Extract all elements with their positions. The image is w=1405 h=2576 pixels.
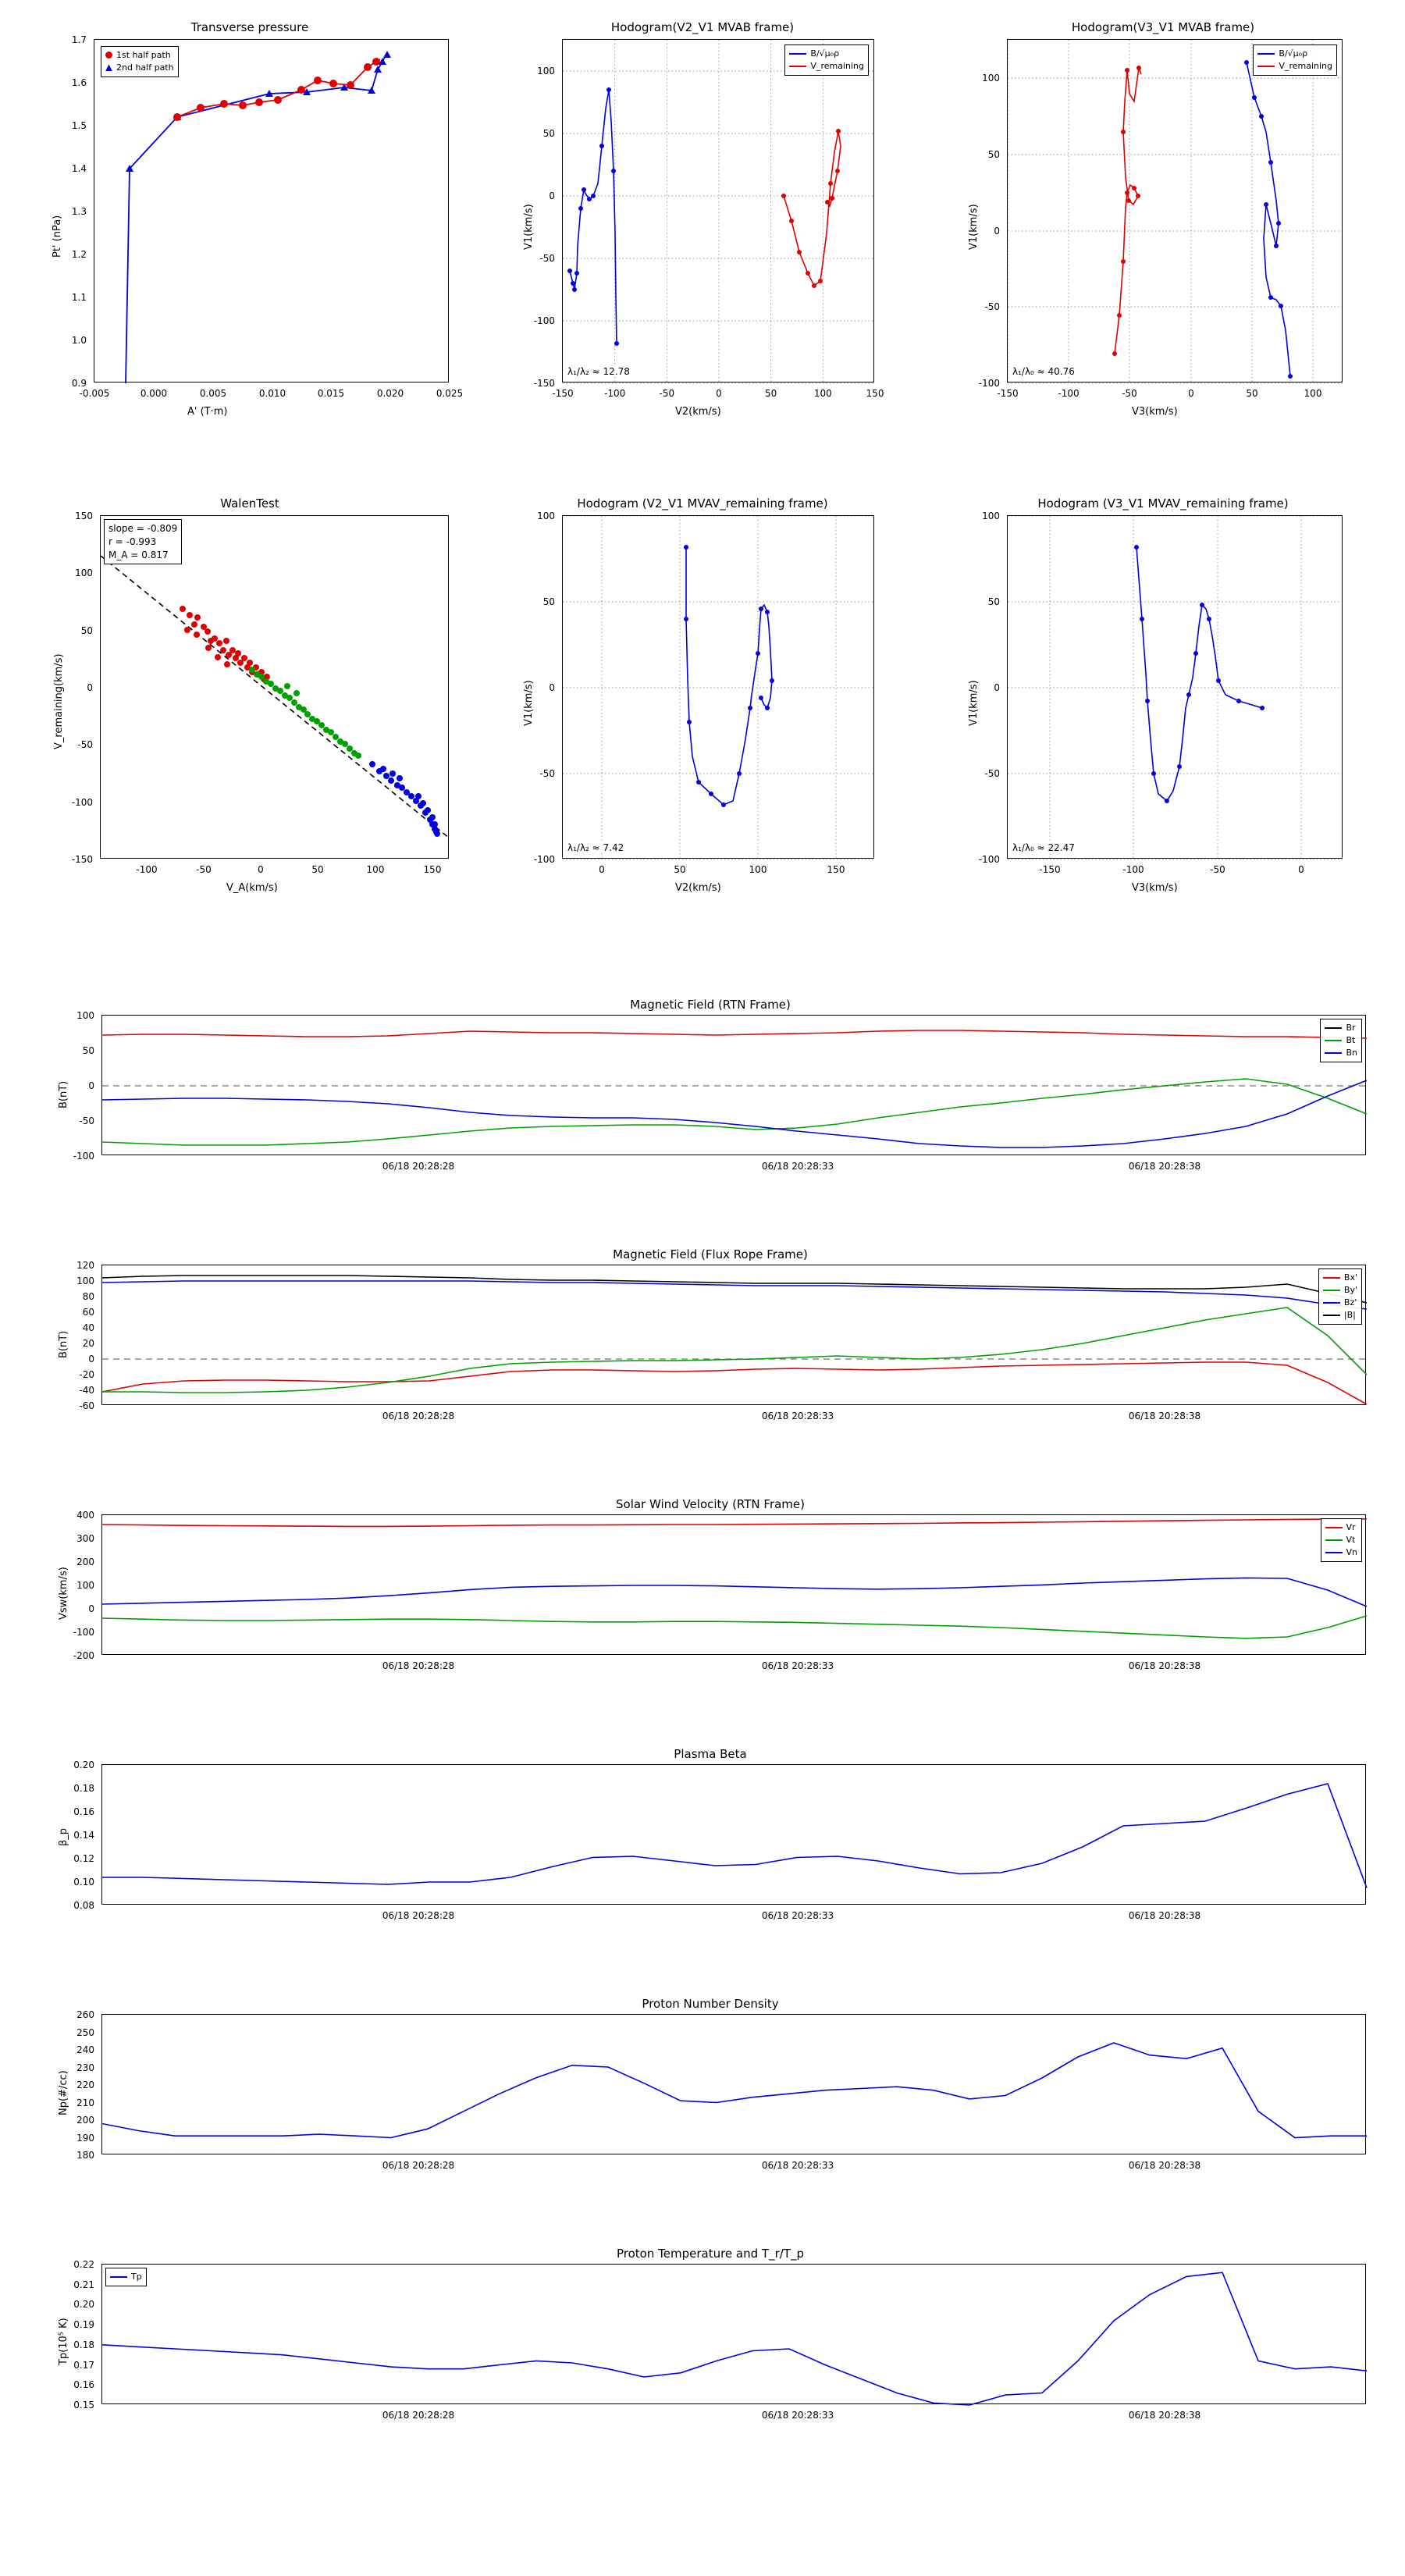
plot-area <box>73 1010 1366 1172</box>
legend-label: Bn <box>1346 1047 1357 1058</box>
plot-area <box>533 511 874 875</box>
y-tick: 100 <box>982 73 1000 84</box>
y-tick: -50 <box>539 768 555 779</box>
eigenvalue-ratio-annotation: λ₁/λ₂ ≈ 7.42 <box>567 842 624 853</box>
y-tick: 40 <box>82 1322 94 1333</box>
y-axis-label: V1(km/s) <box>968 204 980 250</box>
legend-item <box>1257 60 1332 73</box>
y-tick: -60 <box>79 1400 94 1411</box>
y-tick: -100 <box>71 797 93 808</box>
chart-title: Hodogram (V2_V1 MVAV_remaining frame) <box>577 496 828 511</box>
plot-area <box>73 2259 1366 2421</box>
x-tick: 150 <box>423 864 442 875</box>
legend-label: By' <box>1343 1284 1357 1295</box>
y-axis-label: β_p <box>58 1827 69 1846</box>
line-swatch-icon <box>1323 1277 1340 1279</box>
plot-area <box>76 1260 1366 1421</box>
plot-lines <box>102 1765 1367 1905</box>
plot-lines <box>1008 516 1343 859</box>
y-axis-label: B(nT) <box>58 1330 69 1358</box>
y-tick: 150 <box>75 511 93 521</box>
x-tick: 50 <box>311 864 324 875</box>
legend-item <box>1323 1284 1357 1297</box>
line-swatch-icon <box>110 2276 127 2278</box>
x-tick: -100 <box>1058 388 1080 399</box>
y-tick: 100 <box>537 66 555 76</box>
legend-label: Bx' <box>1343 1272 1357 1283</box>
legend-item <box>1325 1546 1358 1559</box>
y-axis-label: V_remaining(km/s) <box>53 653 65 749</box>
x-tick: 150 <box>866 388 884 399</box>
x-tick: 0 <box>258 864 264 875</box>
x-axis-label: V_A(km/s) <box>226 882 278 894</box>
x-axis-label: V2(km/s) <box>675 406 721 418</box>
chart-title: WalenTest <box>220 496 279 511</box>
y-tick: -20 <box>79 1369 94 1380</box>
legend-item <box>1323 1297 1357 1309</box>
plot-lines <box>102 2015 1367 2155</box>
x-tick: 50 <box>1246 388 1258 399</box>
y-tick: 50 <box>987 596 1000 607</box>
y-axis-label: Tp(10⁵ K) <box>58 2318 69 2365</box>
y-tick: 80 <box>82 1291 94 1302</box>
y-tick: -40 <box>79 1385 94 1396</box>
x-tick: -50 <box>1122 388 1137 399</box>
panel-hodogram-v3v1-mvab <box>960 20 1366 422</box>
y-tick: 0 <box>549 190 555 201</box>
plot-area <box>978 511 1343 875</box>
x-tick: 06/18 20:28:38 <box>1128 2160 1201 2171</box>
panel-solar-wind-velocity <box>47 1497 1374 1682</box>
legend-label: Vn <box>1346 1546 1357 1557</box>
y-tick: 0 <box>88 1354 94 1364</box>
y-axis-label: Np(#/cc) <box>58 2070 69 2115</box>
y-tick: 0 <box>994 226 1000 237</box>
y-tick: 0.10 <box>73 1877 94 1888</box>
y-tick: 50 <box>987 149 1000 160</box>
x-tick: -100 <box>136 864 158 875</box>
legend-label: Bz' <box>1343 1297 1357 1308</box>
y-tick: 50 <box>542 128 555 139</box>
line-swatch-icon <box>1325 1539 1343 1541</box>
x-tick: 150 <box>827 864 845 875</box>
y-tick: -150 <box>71 854 93 865</box>
y-tick: 100 <box>982 511 1000 521</box>
line-swatch-icon <box>1257 66 1275 67</box>
y-tick: 0.16 <box>73 1806 94 1817</box>
legend <box>1320 1019 1362 1062</box>
y-tick: -50 <box>539 253 555 264</box>
y-tick: 250 <box>76 2026 94 2038</box>
chart-title: Hodogram(V2_V1 MVAB frame) <box>610 20 795 34</box>
panel-hodogram-v2v1-mvab <box>515 20 890 422</box>
x-axis-label: V3(km/s) <box>1132 882 1178 894</box>
plot-area <box>73 1510 1366 1671</box>
line-swatch-icon <box>1323 1315 1340 1316</box>
x-tick: 0.025 <box>436 388 464 399</box>
y-tick: 180 <box>76 2150 94 2161</box>
y-axis-label: B(nT) <box>58 1080 69 1108</box>
line-swatch-icon <box>1323 1290 1340 1291</box>
plot-area <box>978 39 1343 399</box>
y-tick: 50 <box>542 596 555 607</box>
x-tick: -150 <box>552 388 574 399</box>
x-tick: 50 <box>765 388 777 399</box>
legend-item <box>110 2271 142 2283</box>
x-tick: 06/18 20:28:28 <box>382 1910 455 1921</box>
x-tick: 0.010 <box>258 388 286 399</box>
legend-label: Bt <box>1346 1034 1356 1045</box>
x-tick: 100 <box>749 864 767 875</box>
y-tick: 1.2 <box>71 249 87 260</box>
legend-label: 2nd half path <box>116 62 174 73</box>
y-tick: 200 <box>76 2115 94 2126</box>
chart-title: Solar Wind Velocity (RTN Frame) <box>616 1497 805 1511</box>
x-tick: 06/18 20:28:38 <box>1128 1411 1201 1421</box>
line-swatch-icon <box>1325 1527 1343 1528</box>
plot-area <box>76 2009 1366 2171</box>
plot-lines <box>563 516 875 859</box>
x-tick: -0.005 <box>79 388 110 399</box>
x-tick: -50 <box>1210 864 1225 875</box>
y-tick: 0 <box>88 1080 94 1091</box>
panel-transverse-pressure <box>47 20 464 422</box>
panel-plasma-beta <box>47 1747 1374 1932</box>
y-tick: -150 <box>533 378 555 389</box>
legend <box>1318 1268 1362 1325</box>
legend-label: Vt <box>1346 1534 1356 1545</box>
legend-label: Vr <box>1346 1522 1356 1532</box>
circle-marker-icon <box>105 52 112 59</box>
x-tick: 100 <box>1304 388 1322 399</box>
chart-title: Plasma Beta <box>674 1747 747 1761</box>
y-tick: 0.9 <box>71 378 87 389</box>
chart-title: Magnetic Field (RTN Frame) <box>630 998 791 1012</box>
chart-title: Transverse pressure <box>190 20 309 34</box>
plot-points <box>101 516 450 859</box>
eigenvalue-ratio-annotation: λ₁/λ₀ ≈ 40.76 <box>1012 366 1075 377</box>
x-tick: 06/18 20:28:38 <box>1128 1161 1201 1172</box>
y-tick: 0.14 <box>73 1830 94 1841</box>
panel-walen-test <box>47 496 453 898</box>
plot-lines <box>563 40 875 383</box>
y-tick: 0.12 <box>73 1853 94 1864</box>
alfven-mach-value: M_A = 0.817 <box>108 549 169 560</box>
y-tick: 1.4 <box>71 163 87 174</box>
legend-label: V_remaining <box>1279 60 1332 71</box>
x-tick: 06/18 20:28:33 <box>761 2160 834 2171</box>
legend-label: V_remaining <box>810 60 864 71</box>
y-tick: 0.20 <box>73 2299 94 2311</box>
y-axis-label: Pt' (nPa) <box>52 215 63 258</box>
legend-item <box>1325 1534 1358 1546</box>
x-tick: 06/18 20:28:33 <box>761 2410 834 2421</box>
x-tick: -50 <box>659 388 675 399</box>
legend-item <box>1257 48 1332 60</box>
x-tick: 0 <box>1298 864 1304 875</box>
legend-item <box>789 60 864 73</box>
panel-hodogram-v2v1-mvav <box>515 496 890 898</box>
x-tick: 06/18 20:28:33 <box>761 1910 834 1921</box>
chart-title: Proton Temperature and T_r/T_p <box>617 2247 804 2261</box>
legend-item <box>105 62 174 74</box>
x-tick: -100 <box>1122 864 1144 875</box>
legend-item <box>1323 1309 1357 1322</box>
y-tick: 20 <box>82 1338 94 1349</box>
y-axis-label: V1(km/s) <box>968 680 980 726</box>
y-tick: 0.18 <box>73 2339 94 2350</box>
y-tick: 230 <box>76 2062 94 2073</box>
y-tick: -100 <box>978 854 1000 865</box>
x-tick: -150 <box>997 388 1019 399</box>
line-swatch-icon <box>1257 53 1275 55</box>
y-tick: 210 <box>76 2097 94 2108</box>
legend-item <box>1323 1272 1357 1284</box>
plot-lines <box>102 1265 1367 1406</box>
legend-item <box>105 49 174 62</box>
y-tick: 300 <box>76 1533 94 1544</box>
y-tick: 50 <box>80 625 93 636</box>
x-tick: 0.005 <box>199 388 227 399</box>
y-tick: -100 <box>533 315 555 326</box>
x-tick: 06/18 20:28:33 <box>761 1161 834 1172</box>
x-tick: 06/18 20:28:38 <box>1128 1660 1201 1671</box>
y-tick: 1.7 <box>71 34 87 45</box>
y-tick: 1.1 <box>71 292 87 303</box>
plot-lines <box>102 1515 1367 1656</box>
line-swatch-icon <box>1325 1052 1342 1054</box>
x-tick: 0.015 <box>317 388 345 399</box>
legend-label: B/√μ₀ρ <box>1279 48 1308 59</box>
x-tick: 06/18 20:28:38 <box>1128 2410 1201 2421</box>
panel-magnetic-field-fluxrope <box>47 1247 1374 1432</box>
correlation-value: r = -0.993 <box>108 535 157 547</box>
y-tick: 100 <box>76 1276 94 1286</box>
y-tick: 200 <box>76 1557 94 1567</box>
x-tick: 06/18 20:28:28 <box>382 2160 455 2171</box>
y-tick: 1.0 <box>71 335 87 346</box>
line-swatch-icon <box>1325 1027 1342 1029</box>
legend <box>1321 1518 1363 1562</box>
y-tick: -100 <box>978 378 1000 389</box>
y-tick: -50 <box>984 768 1000 779</box>
y-tick: 0.20 <box>73 1759 94 1770</box>
x-axis-label: V2(km/s) <box>675 882 721 894</box>
line-swatch-icon <box>789 53 806 55</box>
y-tick: 0 <box>994 682 1000 693</box>
x-tick: 0.000 <box>140 388 168 399</box>
x-tick: 100 <box>813 388 832 399</box>
x-tick: 0 <box>599 864 605 875</box>
y-tick: 0.22 <box>73 2259 94 2270</box>
y-tick: 100 <box>537 511 555 521</box>
y-tick: 0.16 <box>73 2379 94 2391</box>
y-tick: 0.15 <box>73 2400 94 2411</box>
y-tick: 400 <box>76 1510 94 1521</box>
y-tick: 0.18 <box>73 1783 94 1794</box>
line-swatch-icon <box>789 66 806 67</box>
line-swatch-icon <box>1325 1040 1342 1041</box>
x-axis-label: V3(km/s) <box>1132 406 1178 418</box>
x-axis-label: A' (T·m) <box>187 406 228 418</box>
y-tick: 240 <box>76 2044 94 2055</box>
line-swatch-icon <box>1325 1552 1343 1553</box>
y-tick: -50 <box>984 301 1000 312</box>
x-tick: 06/18 20:28:28 <box>382 2410 455 2421</box>
y-tick: -100 <box>73 1151 94 1162</box>
plot-area <box>73 1759 1366 1921</box>
y-tick: 100 <box>76 1580 94 1591</box>
legend-label: 1st half path <box>116 50 171 60</box>
y-tick: -100 <box>533 854 555 865</box>
chart-title: Hodogram(V3_V1 MVAB frame) <box>1071 20 1255 34</box>
plot-lines <box>102 2265 1367 2405</box>
x-tick: 06/18 20:28:33 <box>761 1660 834 1671</box>
plot-lines <box>1008 40 1343 383</box>
x-tick: -100 <box>604 388 626 399</box>
chart-title: Hodogram (V3_V1 MVAV_remaining frame) <box>1037 496 1289 511</box>
eigenvalue-ratio-annotation: λ₁/λ₀ ≈ 22.47 <box>1012 842 1075 853</box>
y-axis-label: Vsw(km/s) <box>58 1567 69 1620</box>
y-tick: 1.6 <box>71 77 87 88</box>
line-swatch-icon <box>1323 1302 1340 1304</box>
legend-item <box>1325 1521 1358 1534</box>
y-tick: 0 <box>549 682 555 693</box>
y-tick: 120 <box>76 1260 94 1271</box>
y-tick: 190 <box>76 2132 94 2144</box>
y-axis-label: V1(km/s) <box>523 204 535 250</box>
x-tick: 06/18 20:28:38 <box>1128 1910 1201 1921</box>
x-tick: 0.020 <box>376 388 404 399</box>
eigenvalue-ratio-annotation: λ₁/λ₂ ≈ 12.78 <box>567 366 630 377</box>
panel-proton-number-density <box>47 1997 1374 2182</box>
plot-area <box>533 39 884 399</box>
panel-hodogram-v3v1-mvav <box>960 496 1366 898</box>
slope-value: slope = -0.809 <box>108 523 178 534</box>
plot-lines <box>94 40 450 383</box>
x-tick: 100 <box>366 864 385 875</box>
legend <box>101 46 179 77</box>
y-tick: 60 <box>82 1307 94 1318</box>
x-tick: 06/18 20:28:33 <box>761 1411 834 1421</box>
y-tick: 100 <box>75 568 93 578</box>
legend-item <box>1325 1034 1357 1047</box>
legend-item <box>789 48 864 60</box>
x-tick: 0 <box>716 388 722 399</box>
y-tick: 0.17 <box>73 2359 94 2371</box>
legend-label: B/√μ₀ρ <box>810 48 840 59</box>
legend-label: Tp <box>131 2272 142 2282</box>
y-tick: 260 <box>76 2009 94 2020</box>
y-tick: -100 <box>73 1627 94 1638</box>
y-tick: 1.5 <box>71 120 87 131</box>
panel-magnetic-field-rtn <box>47 998 1374 1183</box>
y-tick: 220 <box>76 2080 94 2090</box>
legend <box>105 2268 147 2286</box>
x-tick: 06/18 20:28:28 <box>382 1411 455 1421</box>
legend <box>784 44 869 76</box>
y-tick: 50 <box>82 1045 94 1056</box>
legend-label: Br <box>1346 1023 1356 1033</box>
y-tick: -200 <box>73 1650 94 1661</box>
x-tick: 06/18 20:28:28 <box>382 1161 455 1172</box>
x-tick: -150 <box>1039 864 1061 875</box>
legend-label: |B| <box>1343 1309 1356 1320</box>
triangle-marker-icon <box>105 64 112 71</box>
y-tick: 0.19 <box>73 2319 94 2331</box>
legend-item <box>1325 1047 1357 1059</box>
chart-title: Proton Number Density <box>642 1997 779 2011</box>
y-tick: -50 <box>77 739 93 750</box>
stats-box <box>104 519 182 564</box>
chart-title: Magnetic Field (Flux Rope Frame) <box>613 1247 808 1261</box>
y-tick: 0.21 <box>73 2279 94 2290</box>
plot-area <box>71 34 464 399</box>
legend-item <box>1325 1022 1357 1034</box>
x-tick: 0 <box>1188 388 1194 399</box>
y-tick: 0 <box>88 1603 94 1614</box>
y-tick: -50 <box>79 1115 94 1126</box>
legend <box>1253 44 1337 76</box>
y-tick: 0.08 <box>73 1900 94 1911</box>
x-tick: -50 <box>196 864 212 875</box>
panel-proton-temperature <box>47 2247 1374 2432</box>
plot-area <box>71 511 449 875</box>
y-axis-label: V1(km/s) <box>523 680 535 726</box>
plot-lines <box>102 1016 1367 1156</box>
y-tick: 100 <box>76 1010 94 1021</box>
x-tick: 06/18 20:28:28 <box>382 1660 455 1671</box>
x-tick: 50 <box>674 864 686 875</box>
y-tick: 1.3 <box>71 206 87 217</box>
y-tick: 0 <box>87 682 93 693</box>
